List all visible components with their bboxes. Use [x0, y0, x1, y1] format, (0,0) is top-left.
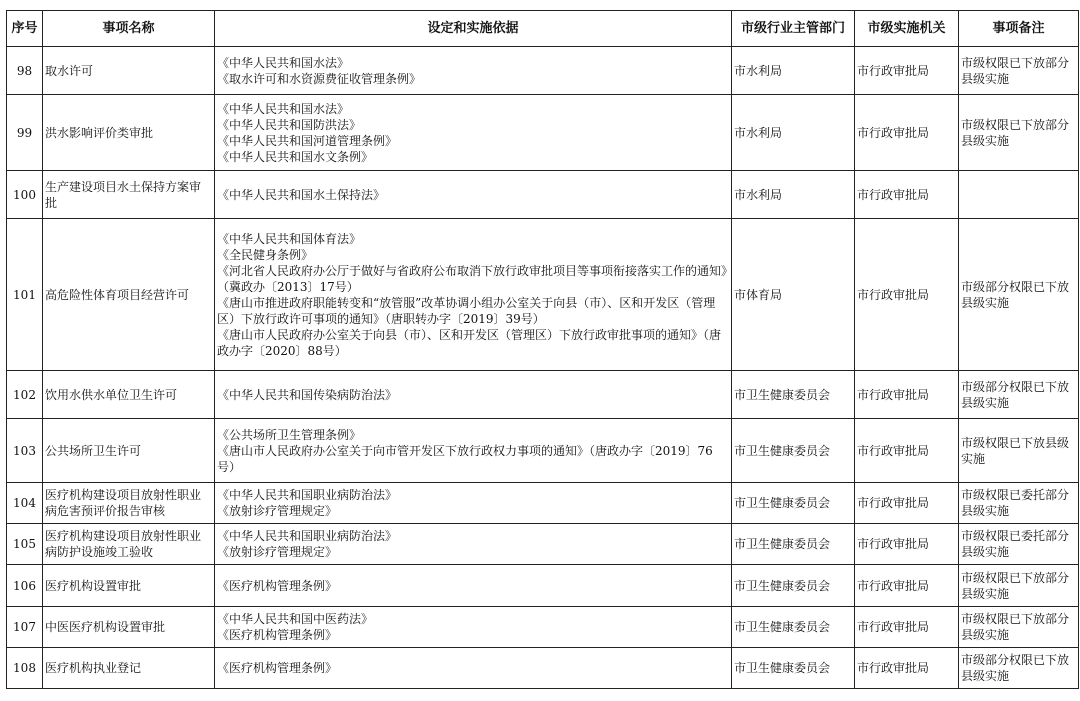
department-cell: 市卫生健康委员会 — [732, 371, 855, 419]
table-row — [7, 483, 1079, 524]
note-cell: 市级权限已下放县级实施 — [959, 419, 1079, 483]
note-cell: 市级权限已下放部分县级实施 — [959, 607, 1079, 648]
basis-cell — [215, 607, 732, 648]
item-name: 医疗机构设置审批 — [43, 565, 215, 607]
items-table — [6, 10, 1079, 689]
department-cell: 市卫生健康委员会 — [732, 565, 855, 607]
basis-item: 《中华人民共和国中医药法》 — [217, 612, 374, 626]
basis-item: 《公共场所卫生管理条例》 — [217, 427, 362, 442]
basis-cell — [215, 419, 732, 483]
basis-item: 《医疗机构管理条例》 — [217, 578, 338, 593]
basis-item: 《中华人民共和国传染病防治法》 — [217, 387, 398, 402]
note-cell: 市级部分权限已下放县级实施 — [959, 219, 1079, 371]
basis-item: 《中华人民共和国职业病防治法》 — [217, 529, 398, 543]
basis-item: 《中华人民共和国职业病防治法》 — [217, 488, 398, 502]
basis-item: 《中华人民共和国水土保持法》 — [217, 187, 386, 202]
agency-cell: 市行政审批局 — [855, 648, 959, 689]
department-cell: 市水利局 — [732, 95, 855, 171]
row-number: 98 — [7, 47, 43, 95]
row-number: 106 — [7, 565, 43, 607]
item-name: 医疗机构建设项目放射性职业病防护设施竣工验收 — [43, 524, 215, 565]
department-cell: 市卫生健康委员会 — [732, 607, 855, 648]
row-number: 101 — [7, 219, 43, 371]
item-name: 洪水影响评价类审批 — [43, 95, 215, 171]
row-number: 99 — [7, 95, 43, 171]
table-row — [7, 648, 1079, 689]
department-cell: 市卫生健康委员会 — [732, 648, 855, 689]
table-row — [7, 419, 1079, 483]
department-cell: 市卫生健康委员会 — [732, 483, 855, 524]
item-name: 饮用水供水单位卫生许可 — [43, 371, 215, 419]
item-name: 取水许可 — [43, 47, 215, 95]
agency-cell: 市行政审批局 — [855, 565, 959, 607]
department-cell: 市卫生健康委员会 — [732, 419, 855, 483]
basis-item: 《中华人民共和国防洪法》 — [217, 117, 362, 132]
department-cell: 市卫生健康委员会 — [732, 524, 855, 565]
agency-cell: 市行政审批局 — [855, 419, 959, 483]
table-row — [7, 95, 1079, 171]
basis-cell — [215, 483, 732, 524]
note-cell: 市级权限已下放部分县级实施 — [959, 95, 1079, 171]
column-header-basis: 设定和实施依据 — [215, 11, 732, 47]
table-row — [7, 219, 1079, 371]
basis-item: 《全民健身条例》 — [217, 247, 314, 262]
row-number: 103 — [7, 419, 43, 483]
row-number: 104 — [7, 483, 43, 524]
agency-cell: 市行政审批局 — [855, 95, 959, 171]
basis-cell — [215, 171, 732, 219]
note-cell: 市级权限已委托部分县级实施 — [959, 524, 1079, 565]
basis-item: 《中华人民共和国水法》 — [217, 55, 350, 70]
note-cell — [959, 171, 1079, 219]
row-number: 105 — [7, 524, 43, 565]
item-name: 公共场所卫生许可 — [43, 419, 215, 483]
column-header-number: 序号 — [7, 11, 43, 47]
column-header-department: 市级行业主管部门 — [732, 11, 855, 47]
item-name: 医疗机构执业登记 — [43, 648, 215, 689]
basis-item: 《中华人民共和国水文条例》 — [217, 149, 374, 164]
basis-item: 《放射诊疗管理规定》 — [217, 504, 338, 518]
table-row — [7, 47, 1079, 95]
item-name: 医疗机构建设项目放射性职业病危害预评价报告审核 — [43, 483, 215, 524]
row-number: 107 — [7, 607, 43, 648]
department-cell: 市水利局 — [732, 171, 855, 219]
item-name: 生产建设项目水土保持方案审批 — [43, 171, 215, 219]
note-cell: 市级权限已委托部分县级实施 — [959, 483, 1079, 524]
agency-cell: 市行政审批局 — [855, 371, 959, 419]
agency-cell: 市行政审批局 — [855, 524, 959, 565]
table-row — [7, 371, 1079, 419]
department-cell: 市水利局 — [732, 47, 855, 95]
header-row — [7, 11, 1079, 47]
column-header-note: 事项备注 — [959, 11, 1079, 47]
row-number: 100 — [7, 171, 43, 219]
note-cell: 市级权限已下放部分县级实施 — [959, 565, 1079, 607]
column-header-agency: 市级实施机关 — [855, 11, 959, 47]
table-row — [7, 171, 1079, 219]
item-name: 中医医疗机构设置审批 — [43, 607, 215, 648]
basis-item: 《中华人民共和国河道管理条例》 — [217, 133, 398, 148]
table-row — [7, 524, 1079, 565]
basis-cell — [215, 47, 732, 95]
basis-item: 《放射诊疗管理规定》 — [217, 545, 338, 559]
table-row — [7, 607, 1079, 648]
agency-cell: 市行政审批局 — [855, 171, 959, 219]
basis-item: 《医疗机构管理条例》 — [217, 628, 338, 642]
note-cell: 市级部分权限已下放县级实施 — [959, 371, 1079, 419]
basis-item: 《唐山市人民政府办公室关于向县（市）、区和开发区（管理区）下放行政审批事项的通知》（唐政办字〔2020〕88号） — [217, 327, 722, 358]
basis-cell — [215, 565, 732, 607]
note-cell: 市级部分权限已下放县级实施 — [959, 648, 1079, 689]
basis-item: 《河北省人民政府办公厅于做好与省政府公布取消下放行政审批项目等事项衔接落实工作的通知》（冀政办〔2013〕17号） — [217, 263, 728, 294]
basis-item: 《取水许可和水资源费征收管理条例》 — [217, 71, 422, 86]
department-cell: 市体育局 — [732, 219, 855, 371]
agency-cell: 市行政审批局 — [855, 47, 959, 95]
row-number: 108 — [7, 648, 43, 689]
agency-cell: 市行政审批局 — [855, 607, 959, 648]
agency-cell: 市行政审批局 — [855, 219, 959, 371]
item-name: 高危险性体育项目经营许可 — [43, 219, 215, 371]
basis-item: 《中华人民共和国水法》 — [217, 101, 350, 116]
basis-cell — [215, 524, 732, 565]
basis-item: 《中华人民共和国体育法》 — [217, 231, 362, 246]
row-number: 102 — [7, 371, 43, 419]
table-row — [7, 565, 1079, 607]
basis-cell — [215, 371, 732, 419]
basis-cell — [215, 219, 732, 371]
basis-item: 《唐山市人民政府办公室关于向市管开发区下放行政权力事项的通知》（唐政办字〔2019〕76号） — [217, 443, 713, 474]
basis-cell — [215, 648, 732, 689]
agency-cell: 市行政审批局 — [855, 483, 959, 524]
basis-cell — [215, 95, 732, 171]
column-header-item-name: 事项名称 — [43, 11, 215, 47]
basis-item: 《唐山市推进政府职能转变和“放管服”改革协调小组办公室关于向县（市）、区和开发区（管理区）下放行政许可事项的通知》（唐职转办字〔2019〕39号） — [217, 295, 716, 326]
table-body — [7, 47, 1079, 689]
note-cell: 市级权限已下放部分县级实施 — [959, 47, 1079, 95]
basis-item: 《医疗机构管理条例》 — [217, 661, 338, 675]
